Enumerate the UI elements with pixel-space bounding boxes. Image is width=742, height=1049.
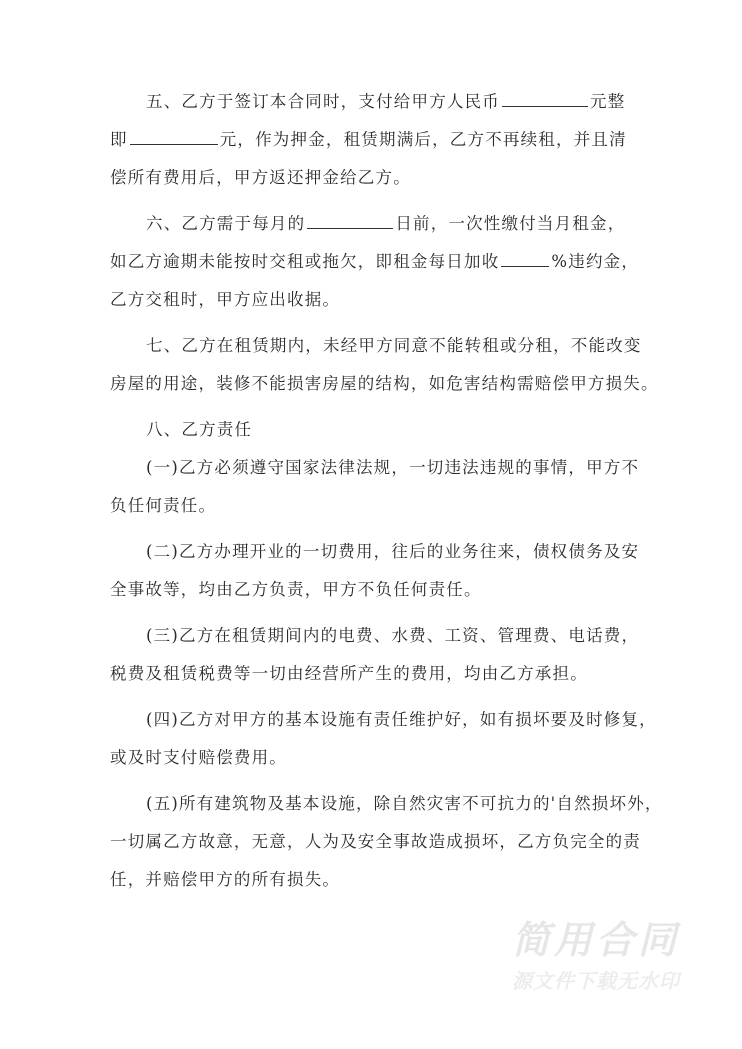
clause-8-1-line-1: (一)乙方必须遵守国家法律法规，一切违法违规的事情，甲方不 xyxy=(146,458,640,477)
clause-8-5-line-2: 一切属乙方故意，无意，人为及安全事故造成损坏，乙方负完全的责 xyxy=(110,832,641,851)
deposit-amount-blank xyxy=(502,90,588,107)
clause-8-4-line-1: (四)乙方对甲方的基本设施有责任维护好，如有损坏要及时修复， xyxy=(146,710,657,729)
text: 五、乙方于签订本合同时，支付给甲方人民币 xyxy=(146,92,500,111)
clause-7-line-2: 房屋的用途，装修不能损害房屋的结构，如危害结构需赔偿甲方损失。 xyxy=(110,374,659,393)
clause-5-line-3: 偿所有费用后，甲方返还押金给乙方。 xyxy=(110,168,411,187)
clause-6-line-3: 乙方交租时，甲方应出收据。 xyxy=(110,290,341,309)
clause-7-line-1: 七、乙方在租赁期内，未经甲方同意不能转租或分租，不能改变 xyxy=(146,336,642,355)
clause-8-3-line-2: 税费及租赁税费等一切由经营所产生的费用，均由乙方承担。 xyxy=(110,664,588,683)
payment-day-blank xyxy=(307,212,393,229)
clause-8-3-line-1: (三)乙方在租赁期间内的电费、水费、工资、管理费、电话费， xyxy=(146,626,640,645)
text: 六、乙方需于每月的 xyxy=(146,214,306,233)
watermark-title: 简用合同 xyxy=(512,918,681,962)
clause-8-5-line-1: (五)所有建筑物及基本设施，除自然灾害不可抗力的'自然损坏外， xyxy=(146,794,663,813)
text: 元，作为押金，租赁期满后，乙方不再续租，并且清 xyxy=(219,130,627,149)
text: 日前，一次性缴付当月租金， xyxy=(395,214,626,233)
clause-8-1-line-2: 负任何责任。 xyxy=(110,496,217,515)
clause-8-heading: 八、乙方责任 xyxy=(146,420,253,439)
clause-6-line-1 xyxy=(146,212,625,236)
text: %违约金， xyxy=(551,252,640,271)
watermark-subtitle: 源文件下载无水印 xyxy=(512,969,680,993)
watermark xyxy=(512,918,702,994)
text: 如乙方逾期未能按时交租或拖欠，即租金每日加收 xyxy=(110,252,500,271)
clause-5-line-2 xyxy=(110,128,627,152)
clause-8-4-line-2: 或及时支付赔偿费用。 xyxy=(110,748,287,767)
penalty-rate-blank xyxy=(501,250,549,267)
clause-5-line-1 xyxy=(146,90,625,114)
clause-8-2-line-2: 全事故等，均由乙方负责，甲方不负任何责任。 xyxy=(110,580,482,599)
clause-6-line-2 xyxy=(110,250,639,274)
clause-8-5-line-3: 任，并赔偿甲方的所有损失。 xyxy=(110,870,341,889)
clause-8-2-line-1: (二)乙方办理开业的一切费用，往后的业务往来，债权债务及安 xyxy=(146,542,640,561)
text: 即 xyxy=(110,130,128,149)
deposit-amount-figure-blank xyxy=(130,128,218,145)
text: 元整 xyxy=(590,92,626,111)
